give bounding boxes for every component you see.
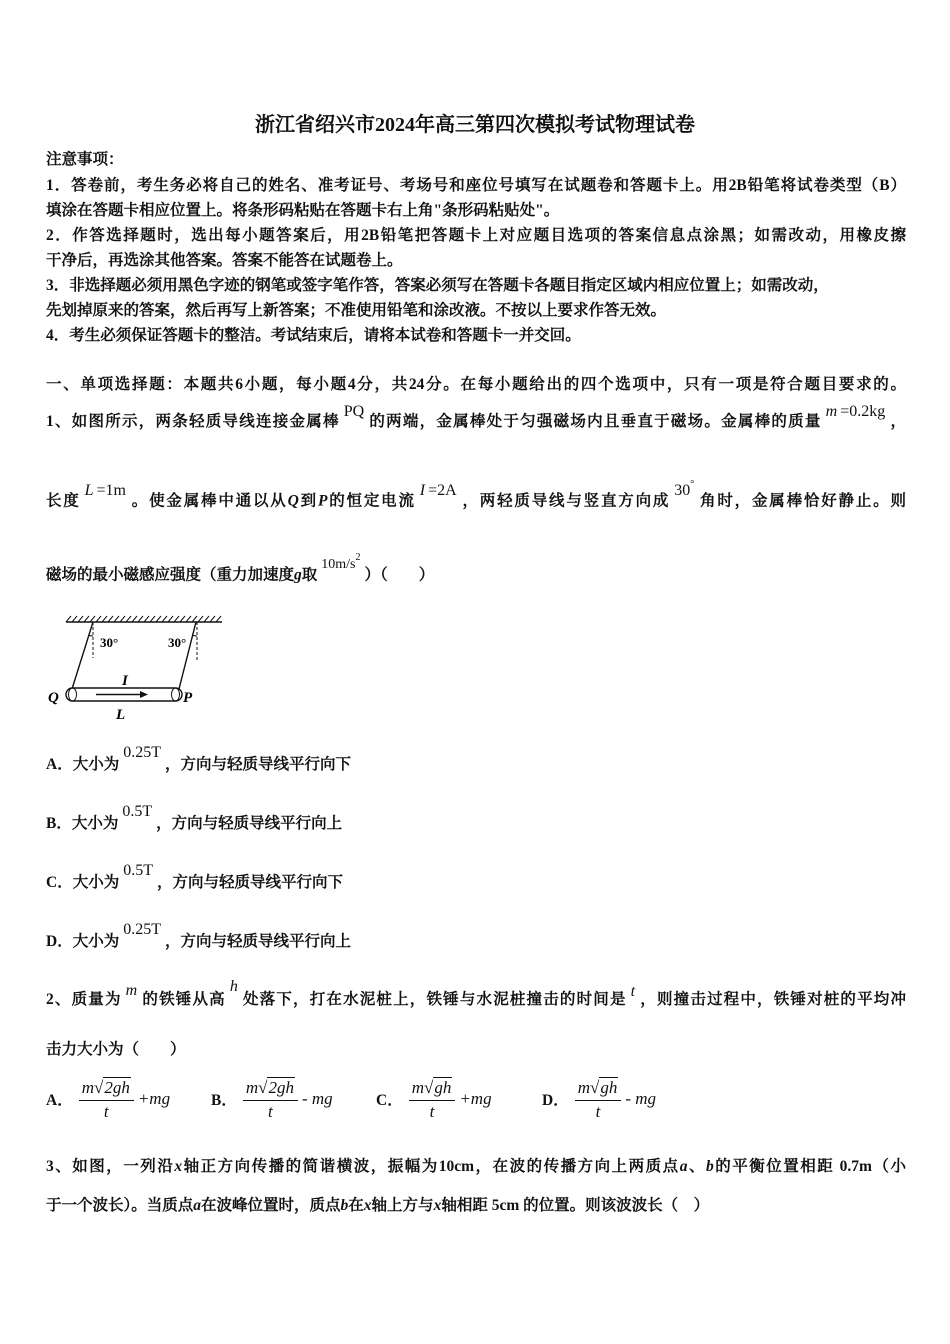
numerator — [409, 1076, 456, 1101]
point-q: Q — [287, 492, 299, 510]
time-variable: t — [630, 983, 636, 1000]
stem-text: 角时，金属棒恰好静止。则 — [698, 492, 906, 510]
length-value: =1m — [96, 482, 126, 500]
gravity-value — [321, 552, 361, 572]
current-variable: I — [419, 482, 426, 500]
radicand: gh — [600, 1077, 618, 1097]
left-angle-arc — [89, 635, 93, 636]
exam-title: 浙江省绍兴市2024年高三第四次模拟考试物理试卷 — [255, 114, 695, 136]
point-p: P — [317, 492, 328, 510]
point-b: b — [705, 1158, 714, 1175]
section-heading: 一、单项选择题：本题共6小题，每小题4分，共24分。在每小题给出的四个选项中，只有一项是符合题目要求的。 — [46, 376, 906, 393]
option-b — [211, 1074, 333, 1124]
question-2-line-2: 击力大小为（ ） — [46, 1041, 186, 1058]
sqrt-icon: √ — [258, 1077, 268, 1097]
stem-text: 的恒定电流 — [327, 492, 416, 510]
length-label: L — [116, 707, 126, 723]
height-variable: h — [229, 978, 238, 995]
fraction — [575, 1076, 622, 1123]
fraction — [79, 1076, 134, 1123]
stem-text: ，则撞击过程中，铁锤对桩的平均冲 — [639, 991, 906, 1008]
option-b — [46, 803, 343, 835]
option-text: ，方向与轻质导线平行向上 — [164, 933, 351, 950]
left-wire — [72, 622, 93, 689]
radicand: 2gh — [104, 1077, 130, 1097]
stem-text: 1、如图所示，两条轻质导线连接金属棒 — [46, 413, 340, 430]
exponent: 2 — [355, 552, 361, 563]
option-label: A． — [46, 1092, 73, 1109]
current-expression — [420, 482, 457, 499]
question-3-line-1 — [46, 1156, 906, 1178]
denominator: t — [268, 1101, 273, 1121]
mass-variable: m — [825, 403, 838, 420]
coefficient: m — [411, 1077, 424, 1097]
option-text: ，方向与轻质导线平行向上 — [156, 815, 343, 832]
stem-text: 处落下，打在水泥桩上，铁锤与水泥桩撞击的时间是 — [241, 991, 627, 1008]
length-expression — [85, 482, 126, 499]
question-1-line-2 — [46, 479, 906, 512]
stem-text: ）（ ） — [364, 566, 435, 584]
option-c — [46, 862, 343, 894]
stem-text: 3、如图，一列沿 — [46, 1158, 175, 1175]
stem-text: ，两轻质导线与竖直方向成 — [460, 492, 671, 510]
right-wire — [179, 622, 196, 689]
option-tail: - mg — [301, 1089, 333, 1108]
question-1-line-3 — [46, 552, 435, 588]
question-2-line-1 — [46, 978, 906, 1011]
numerator — [575, 1076, 622, 1101]
coefficient: m — [81, 1077, 94, 1097]
stem-text: ， — [889, 413, 906, 430]
angle-value: 30 — [674, 482, 691, 500]
sqrt-icon: √ — [93, 1077, 104, 1097]
angle-expression — [674, 479, 695, 500]
option-tail: +mg — [459, 1089, 492, 1108]
option-a — [46, 1074, 170, 1124]
point-b: b — [340, 1197, 349, 1214]
notice-heading: 注意事项： — [46, 151, 124, 168]
sqrt-icon: √ — [589, 1077, 600, 1097]
stem-text: 2、质量为 — [46, 991, 122, 1008]
option-label: D． — [542, 1092, 569, 1109]
option-d — [46, 921, 351, 953]
sqrt-icon: √ — [423, 1077, 434, 1097]
notice-line: 填涂在答题卡相应位置上。将条形码粘贴在答题卡右上角"条形码粘贴处"。 — [46, 202, 560, 219]
notice-line: 4．考生必须保证答题卡的整洁。考试结束后，请将本试卷和答题卡一并交回。 — [46, 327, 581, 344]
notice-line: 2．作答选择题时，选出每小题答案后，用2B铅笔把答题卡上对应题目选项的答案信息点涂黑；如需改动，用橡皮擦 — [46, 227, 906, 244]
denominator: t — [103, 1101, 109, 1121]
stem-text: 在 — [348, 1197, 364, 1214]
option-value: 0.25T — [123, 744, 161, 761]
numerator — [79, 1076, 134, 1101]
stem-text: 的平衡位置相距 0.7m（小 — [713, 1158, 906, 1175]
length-variable: L — [84, 482, 94, 500]
point-a: a — [679, 1158, 688, 1175]
option-label: C． — [376, 1092, 403, 1109]
stem-text: 的两端，金属棒处于匀强磁场内且垂直于磁场。金属棒的质量 — [368, 413, 822, 430]
stem-text: 轴上方与 — [371, 1197, 434, 1214]
stem-text: 在波峰位置时，质点 — [201, 1197, 341, 1214]
stem-text: 、 — [687, 1158, 706, 1175]
stem-text: 轴相距 5cm 的位置。则该波波长（ ） — [441, 1197, 710, 1214]
stem-text: 磁场的最小磁感应强度（重力加速度 — [46, 566, 295, 584]
stem-text: 取 — [301, 566, 318, 584]
option-label: B． — [211, 1092, 237, 1109]
current-label: I — [122, 673, 128, 689]
question-3-line-2 — [46, 1195, 709, 1217]
option-label: A．大小为 — [46, 756, 120, 773]
radicand: gh — [434, 1077, 452, 1097]
option-tail: - mg — [625, 1089, 657, 1108]
option-d — [542, 1074, 656, 1124]
axis-variable: x — [433, 1197, 442, 1214]
stem-text: 的铁锤从高 — [141, 991, 226, 1008]
stem-text: 于一个波长）。当质点 — [46, 1197, 194, 1214]
mass-expression — [826, 403, 886, 420]
option-label: C．大小为 — [46, 874, 120, 891]
coefficient: m — [577, 1077, 590, 1097]
point-a: a — [193, 1197, 202, 1214]
stem-text: 轴正方向传播的简谐横波，振幅为10cm，在波的传播方向上两质点 — [182, 1158, 680, 1175]
coefficient: m — [245, 1077, 259, 1097]
end-label-p: P — [183, 690, 193, 706]
option-label: D．大小为 — [46, 933, 120, 950]
option-value: 0.25T — [123, 921, 161, 938]
notice-line: 干净后，再选涂其他答案。答案不能答在试题卷上。 — [46, 252, 403, 269]
gravity-variable: g — [294, 566, 302, 584]
rod-label: PQ — [343, 403, 365, 420]
axis-variable: x — [174, 1158, 183, 1175]
rod-suspension-diagram — [44, 612, 236, 724]
stem-text: 到 — [298, 492, 318, 510]
fraction — [409, 1076, 456, 1123]
option-label: B．大小为 — [46, 815, 119, 832]
right-angle-label: 30° — [168, 635, 187, 650]
denominator: t — [595, 1101, 601, 1121]
denominator: t — [429, 1101, 435, 1121]
option-c — [376, 1074, 492, 1124]
mass-variable: m — [125, 982, 138, 999]
mass-value: =0.2kg — [840, 403, 886, 420]
gravity-unit: 10m/s — [321, 556, 356, 572]
notice-line: 1．答卷前，考生务必将自己的姓名、准考证号、考场号和座位号填写在试题卷和答题卡上。用2B铅笔将试卷类型（B） — [46, 177, 906, 194]
option-value: 0.5T — [123, 862, 153, 879]
end-label-q: Q — [48, 690, 59, 706]
degree-sign: ° — [690, 479, 695, 490]
left-angle-label: 30° — [100, 635, 119, 650]
option-text: ，方向与轻质导线平行向下 — [156, 874, 343, 891]
axis-variable: x — [363, 1197, 372, 1214]
current-value: =2A — [428, 482, 457, 500]
notice-line: 3．非选择题必须用黑色字迹的钢笔或签字笔作答，答案必须写在答题卡各题目指定区域内相应位置上；如需改动， — [46, 277, 829, 294]
stem-text: 。使金属棒中通以从 — [130, 492, 288, 510]
notice-line: 先划掉原来的答案，然后再写上新答案；不准使用铅笔和涂改液。不按以上要求作答无效。 — [46, 302, 667, 319]
option-text: ，方向与轻质导线平行向下 — [164, 756, 351, 773]
fraction — [243, 1076, 298, 1123]
stem-text: 长度 — [46, 492, 81, 510]
numerator — [243, 1076, 298, 1101]
right-angle-arc — [193, 635, 197, 636]
radicand: 2gh — [268, 1077, 294, 1097]
option-a — [46, 744, 351, 776]
ceiling-hatching — [66, 616, 221, 622]
option-value: 0.5T — [122, 803, 153, 820]
question-1-line-1 — [46, 403, 906, 433]
option-tail: +mg — [137, 1089, 171, 1108]
